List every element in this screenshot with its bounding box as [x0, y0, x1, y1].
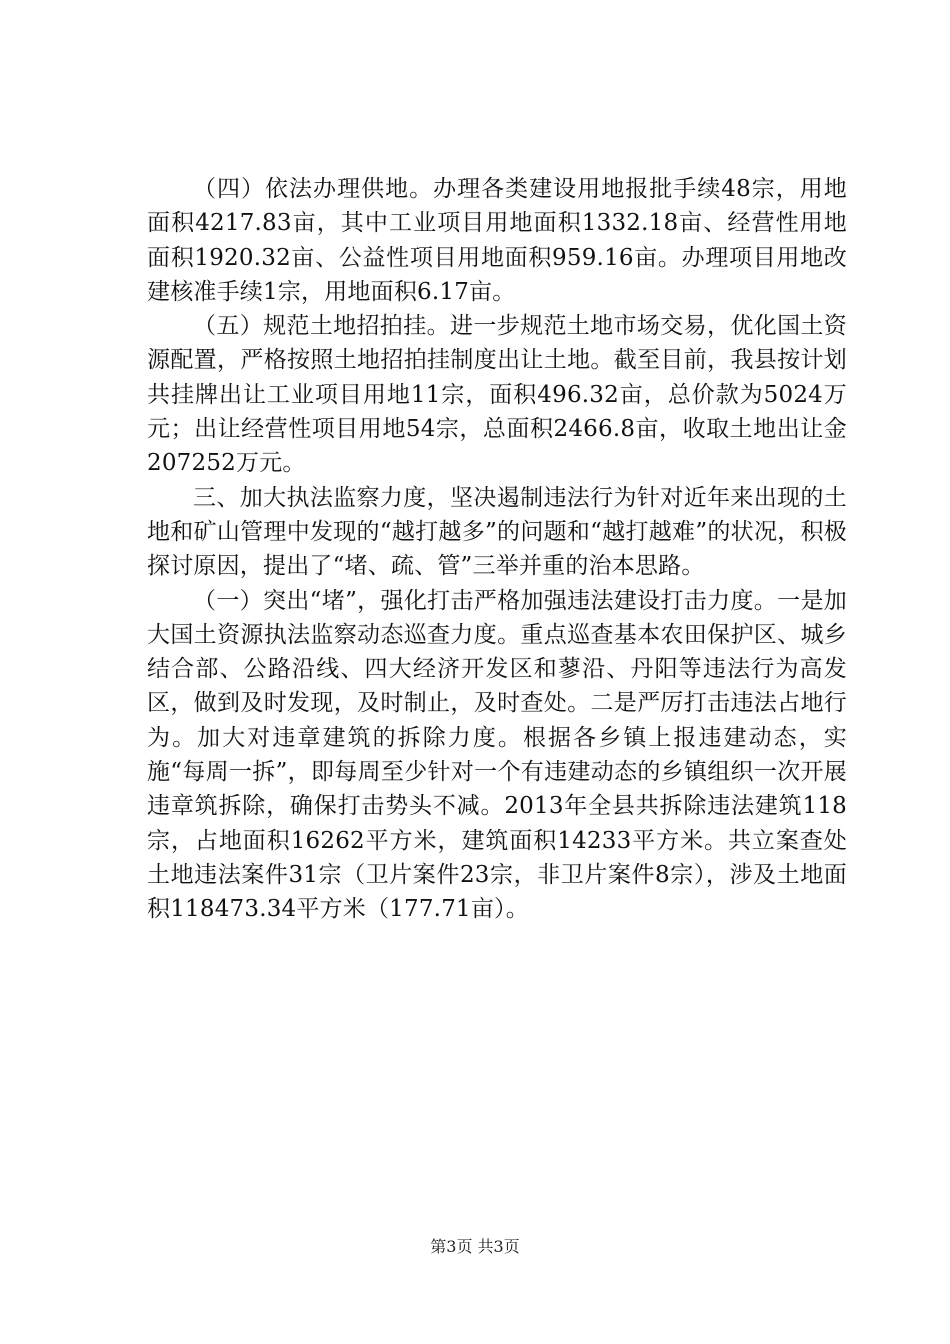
paragraph-crackdown: （一）突出“堵”，强化打击严格加强违法建设打击力度。一是加大国土资源执法监察动态巡查力度。重点巡查基本农田保护区、城乡结合部、公路沿线、四大经济开发区和蓼沿、丹阳等违法行为高发区，做到及时发现，及时制止，及时查处。二是严厉打击违法占地行为。加大对违章建筑的拆除力度。根据各乡镇上报违建动态，实施“每周一拆”，即每周至少针对一个有违建动态的乡镇组织一次开展违章筑拆除，确保打击势头不减。2013年全县共拆除违法建筑118宗，占地面积16262平方米，建筑面积14233平方米。共立案查处土地违法案件31宗（卫片案件23宗，非卫片案件8宗），涉及土地面积118473.34平方米（177.71亩）。 [147, 587, 847, 923]
paragraph-section-three: 三、加大执法监察力度，坚决遏制违法行为针对近年来出现的土地和矿山管理中发现的“越打越多”的问题和“越打越难”的状况，积极探讨原因，提出了“堵、疏、管”三举并重的治本思路。 [147, 484, 847, 580]
paragraph-supply-land: （四）依法办理供地。办理各类建设用地报批手续48宗，用地面积4217.83亩，其中工业项目用地面积1332.18亩、经营性用地面积1920.32亩、公益性项目用地面积959.16亩。办理项目用地改建核准手续1宗，用地面积6.17亩。 [147, 176, 847, 305]
document-body [147, 172, 847, 927]
paragraph-land-auction: （五）规范土地招拍挂。进一步规范土地市场交易，优化国土资源配置，严格按照土地招拍挂制度出让土地。截至目前，我县按计划共挂牌出让工业项目用地11宗，面积496.32亩，总价款为5024万元；出让经营性项目用地54宗，总面积2466.8亩，收取土地出让金207252万元。 [147, 313, 847, 477]
page-number-footer: 第3页 共3页 [430, 1237, 520, 1256]
